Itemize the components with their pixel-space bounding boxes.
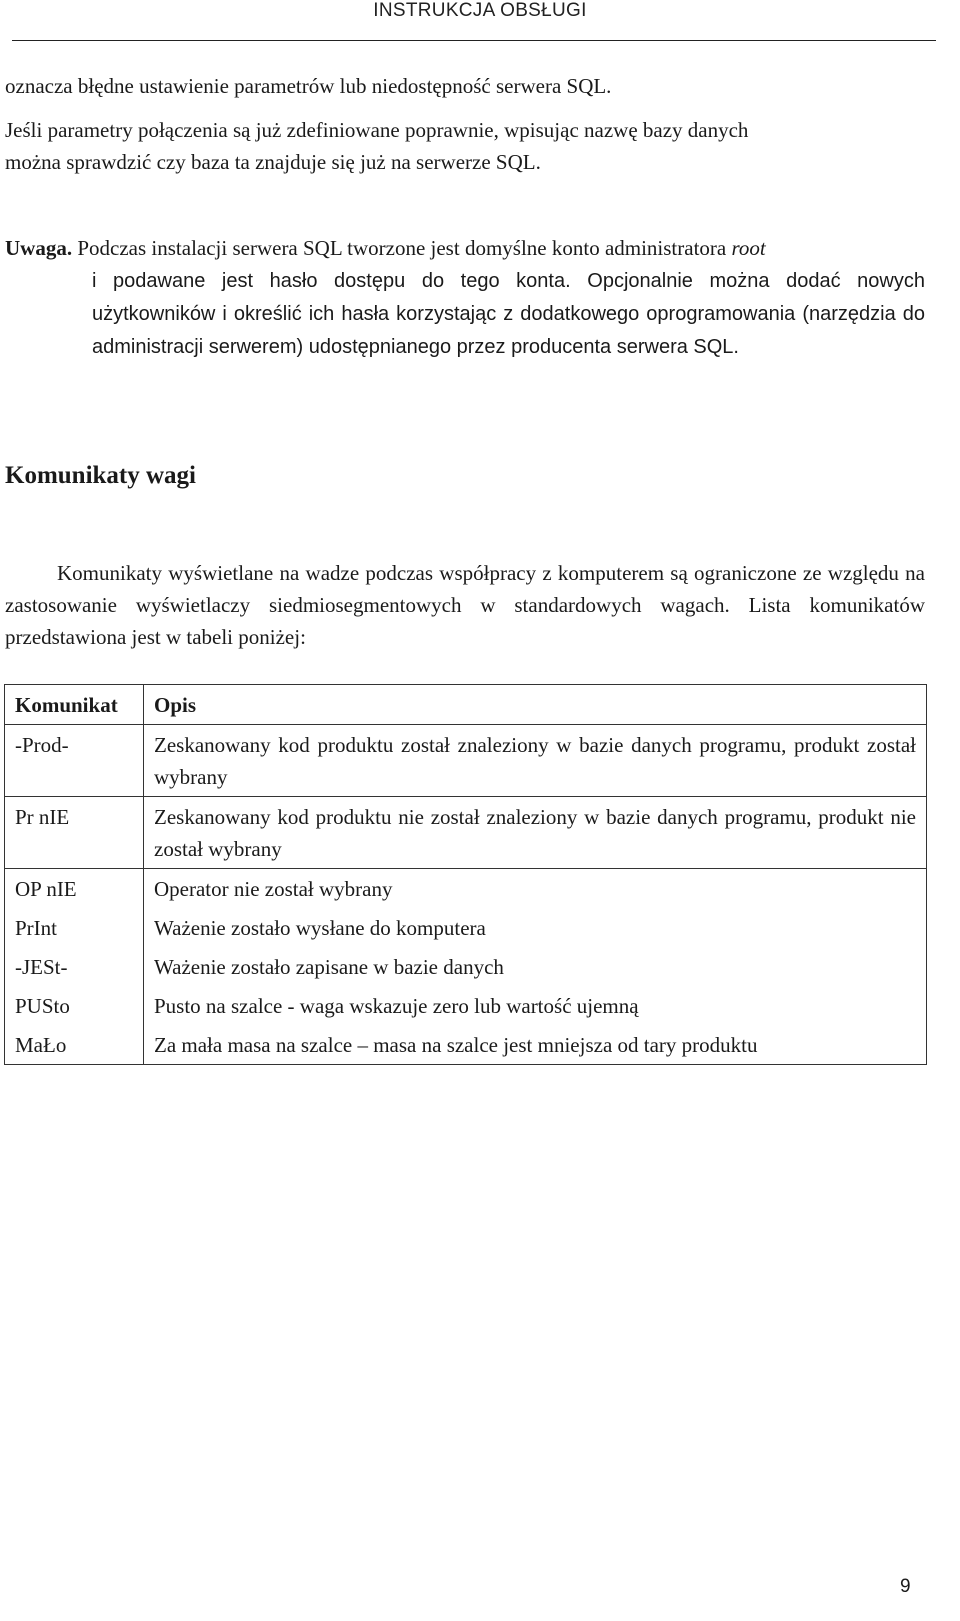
table-cell-desc: Zeskanowany kod produktu został znaleziony w bazie danych programu, produkt został wybrany — [144, 725, 927, 797]
section-intro: Komunikaty wyświetlane na wadze podczas współpracy z komputerem są ograniczone ze względu na zastosowanie wyświetlaczy siedmiosegmentowych w standardowych wagach. Lista komunikatów przedstawiona jest w tabeli poniżej: — [5, 561, 925, 649]
table-cell-code: Pr nIE — [5, 797, 144, 869]
table-cell-code: -JESt- — [5, 947, 144, 986]
paragraph-check-database — [5, 114, 925, 178]
paragraph-check-database-line1: Jeśli parametry połączenia są już zdefiniowane poprawnie, wpisując nazwę bazy danych — [5, 118, 749, 142]
note-italic-root: root — [731, 236, 766, 260]
table-cell-desc: Ważenie zostało zapisane w bazie danych — [144, 947, 927, 986]
table-cell-desc: Za mała masa na szalce – masa na szalce jest mniejsza od tary produktu — [144, 1025, 927, 1065]
note-block — [5, 232, 925, 364]
table-row — [5, 725, 927, 797]
table-header-row — [5, 685, 927, 725]
table-cell-code: MaŁo — [5, 1025, 144, 1065]
page-header-title: INSTRUKCJA OBSŁUGI — [373, 0, 587, 21]
table-row — [5, 947, 927, 986]
page-number: 9 — [900, 1576, 911, 1597]
table-cell-desc: Operator nie został wybrany — [144, 869, 927, 909]
table-cell-desc: Zeskanowany kod produktu nie został znaleziony w bazie danych programu, produkt nie został wybrany — [144, 797, 927, 869]
table-cell-desc: Ważenie zostało wysłane do komputera — [144, 908, 927, 947]
table-row — [5, 908, 927, 947]
note-label: Uwaga. — [5, 236, 73, 260]
table-cell-code: PUSto — [5, 986, 144, 1025]
table-cell-code: -Prod- — [5, 725, 144, 797]
note-text-part2: i podawane jest hasło dostępu do tego konta. Opcjonalnie można dodać nowych użytkowników i określić ich hasła korzystając z dodatkowego oprogramowania (narzędzia do administracji serwerem) udostępnianego przez producenta serwera SQL. — [92, 270, 925, 358]
table-cell-desc: Pusto na szalce - waga wskazuje zero lub wartość ujemną — [144, 986, 927, 1025]
messages-table — [4, 684, 927, 1065]
table-row — [5, 1025, 927, 1065]
table-header-desc: Opis — [144, 685, 927, 725]
table-header-code: Komunikat — [5, 685, 144, 725]
paragraph-sql-error: oznacza błędne ustawienie parametrów lub niedostępność serwera SQL. — [5, 74, 612, 98]
note-text-part1: Podczas instalacji serwera SQL tworzone jest domyślne konto administratora — [72, 236, 732, 260]
table-cell-code: PrInt — [5, 908, 144, 947]
section-title: Komunikaty wagi — [5, 462, 197, 489]
header-divider — [12, 40, 936, 41]
table-row — [5, 797, 927, 869]
table-cell-code: OP nIE — [5, 869, 144, 909]
table-row — [5, 986, 927, 1025]
paragraph-check-database-line2: można sprawdzić czy baza ta znajduje się już na serwerze SQL. — [5, 150, 541, 174]
table-row — [5, 869, 927, 909]
